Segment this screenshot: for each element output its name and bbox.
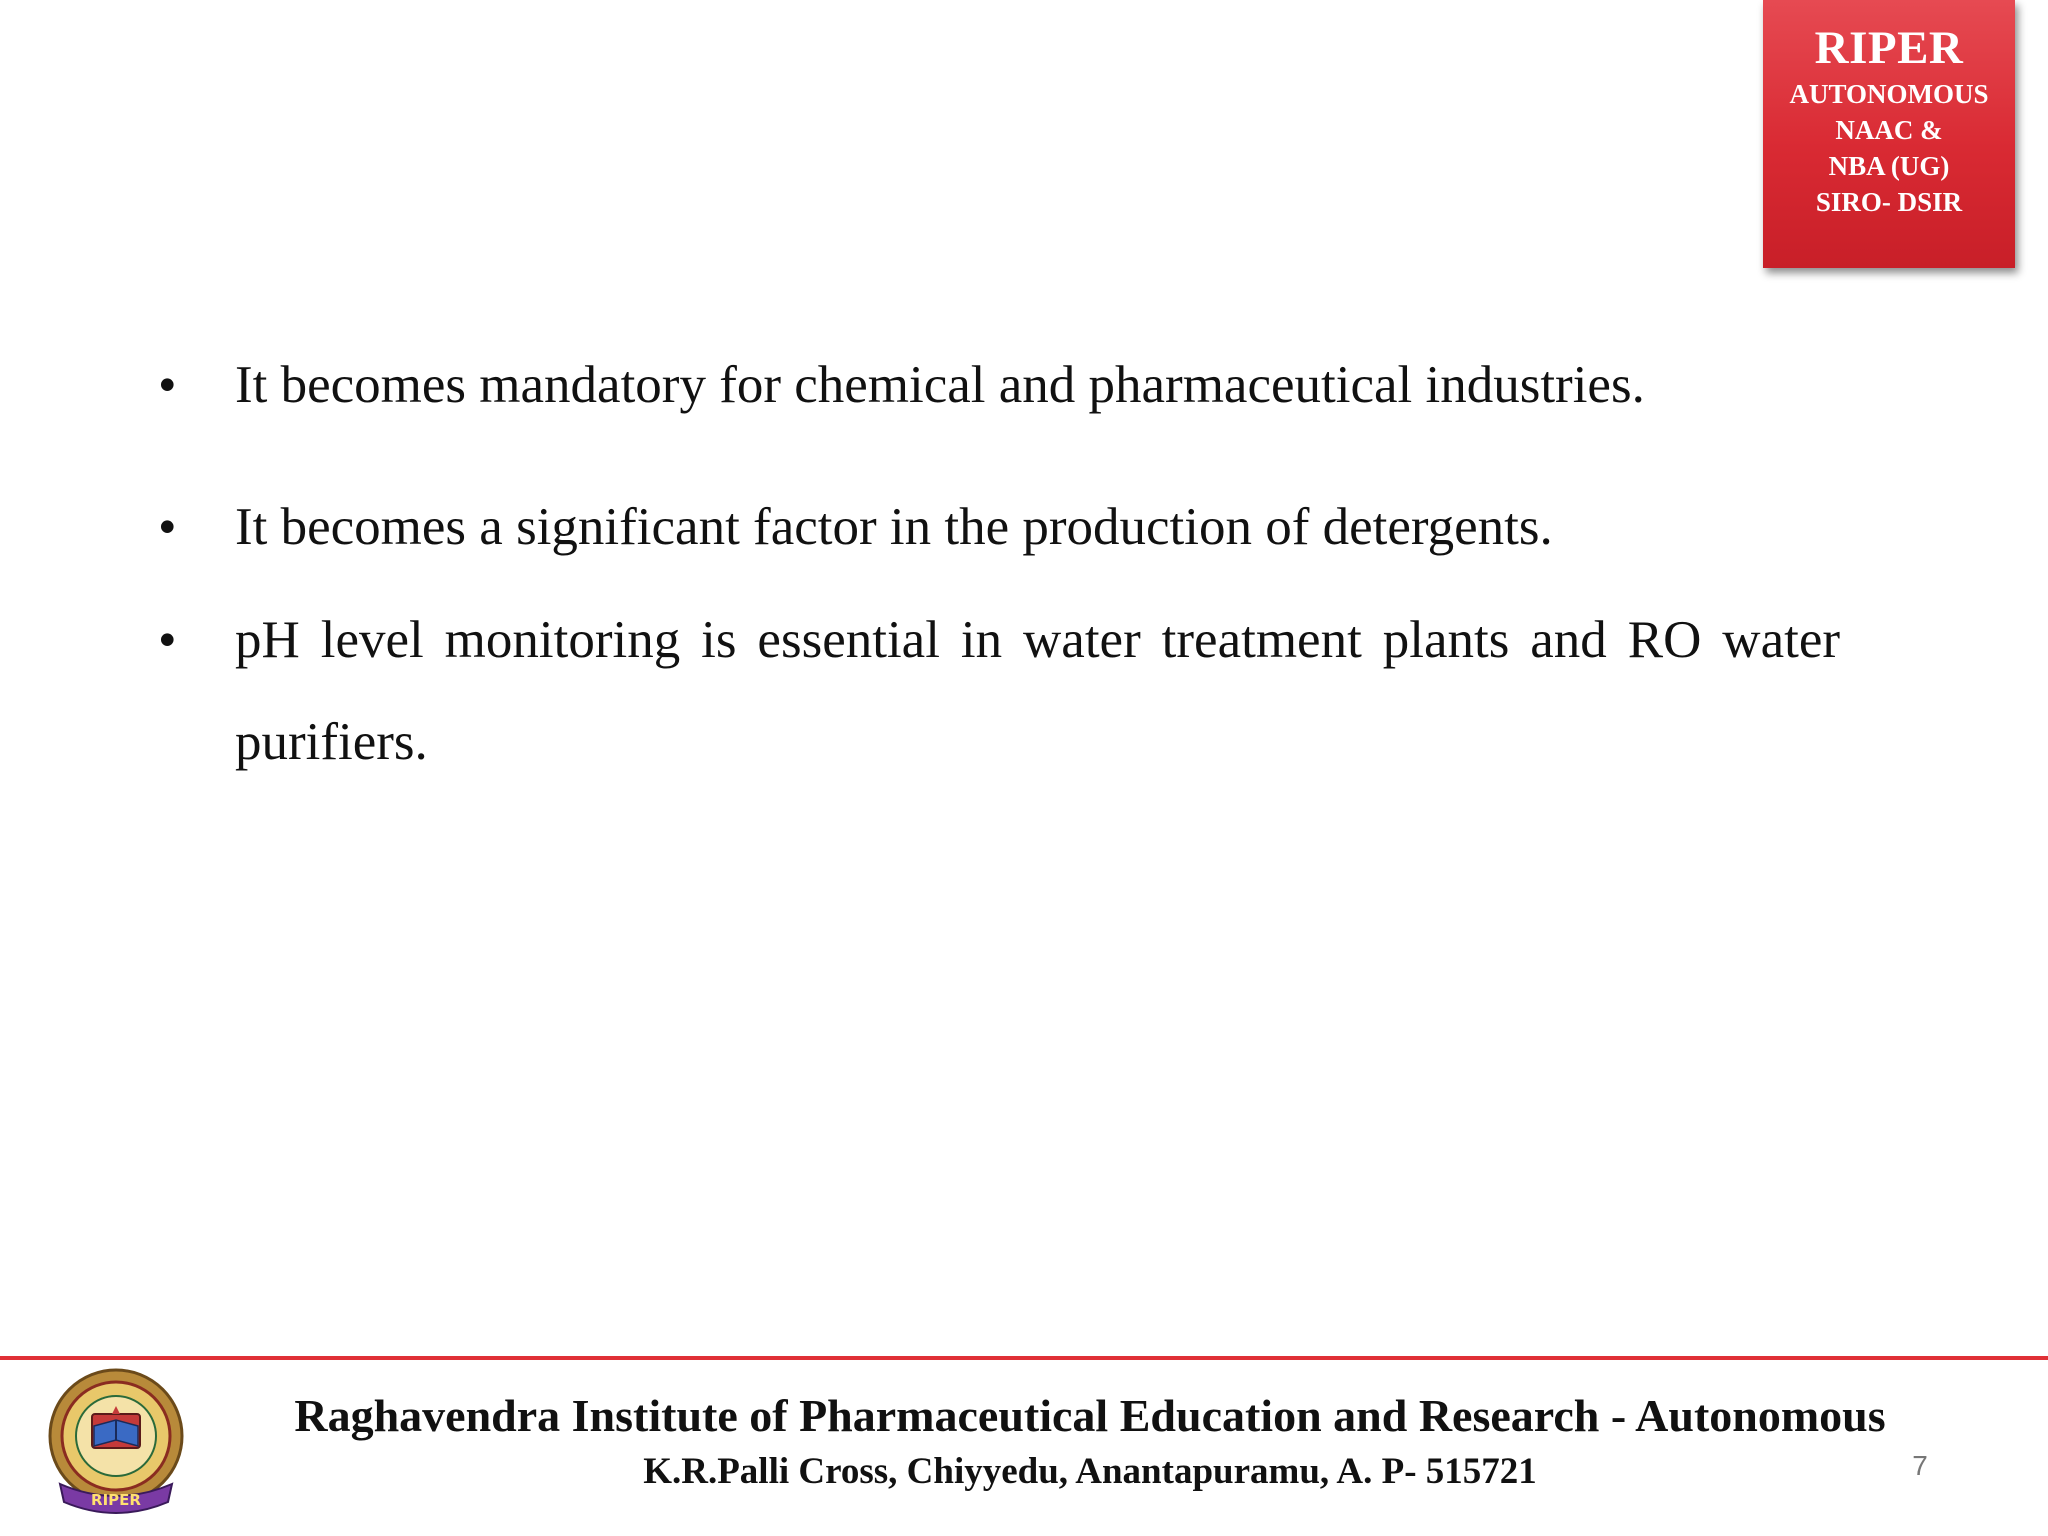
bullet-list [150, 345, 1840, 793]
bullet-text: It becomes mandatory for chemical and pharmaceutical industries. [235, 356, 1645, 414]
bullet-text: pH level monitoring is essential in water treatment plants and RO water purifiers. [235, 611, 1840, 771]
institute-address: K.R.Palli Cross, Chiyyedu, Anantapuramu, A. P- 515721 [643, 1451, 1537, 1492]
badge-line-siro: SIRO- DSIR [1815, 187, 1963, 217]
list-item [150, 589, 1840, 793]
badge-line-autonomous: AUTONOMOUS [1789, 79, 1989, 109]
badge-line-nba: NBA (UG) [1828, 151, 1950, 181]
accreditation-badge [1763, 0, 2015, 268]
institute-name: Raghavendra Institute of Pharmaceutical Education and Research - Autonomous [294, 1390, 1886, 1441]
footer-divider [0, 1356, 2048, 1360]
bullet-point-icon: • [158, 611, 177, 669]
list-item [150, 487, 1840, 567]
logo-text: RIPER [91, 1491, 141, 1509]
bullet-text: It becomes a significant factor in the production of detergents. [235, 498, 1553, 556]
page-number: 7 [1912, 1450, 1928, 1481]
list-item [150, 345, 1840, 425]
institute-logo [42, 1366, 190, 1526]
badge-title: RIPER [1814, 22, 1964, 74]
bullet-point-icon: • [158, 498, 177, 556]
badge-line-naac: NAAC & [1835, 115, 1943, 145]
bullet-point-icon: • [158, 356, 177, 414]
